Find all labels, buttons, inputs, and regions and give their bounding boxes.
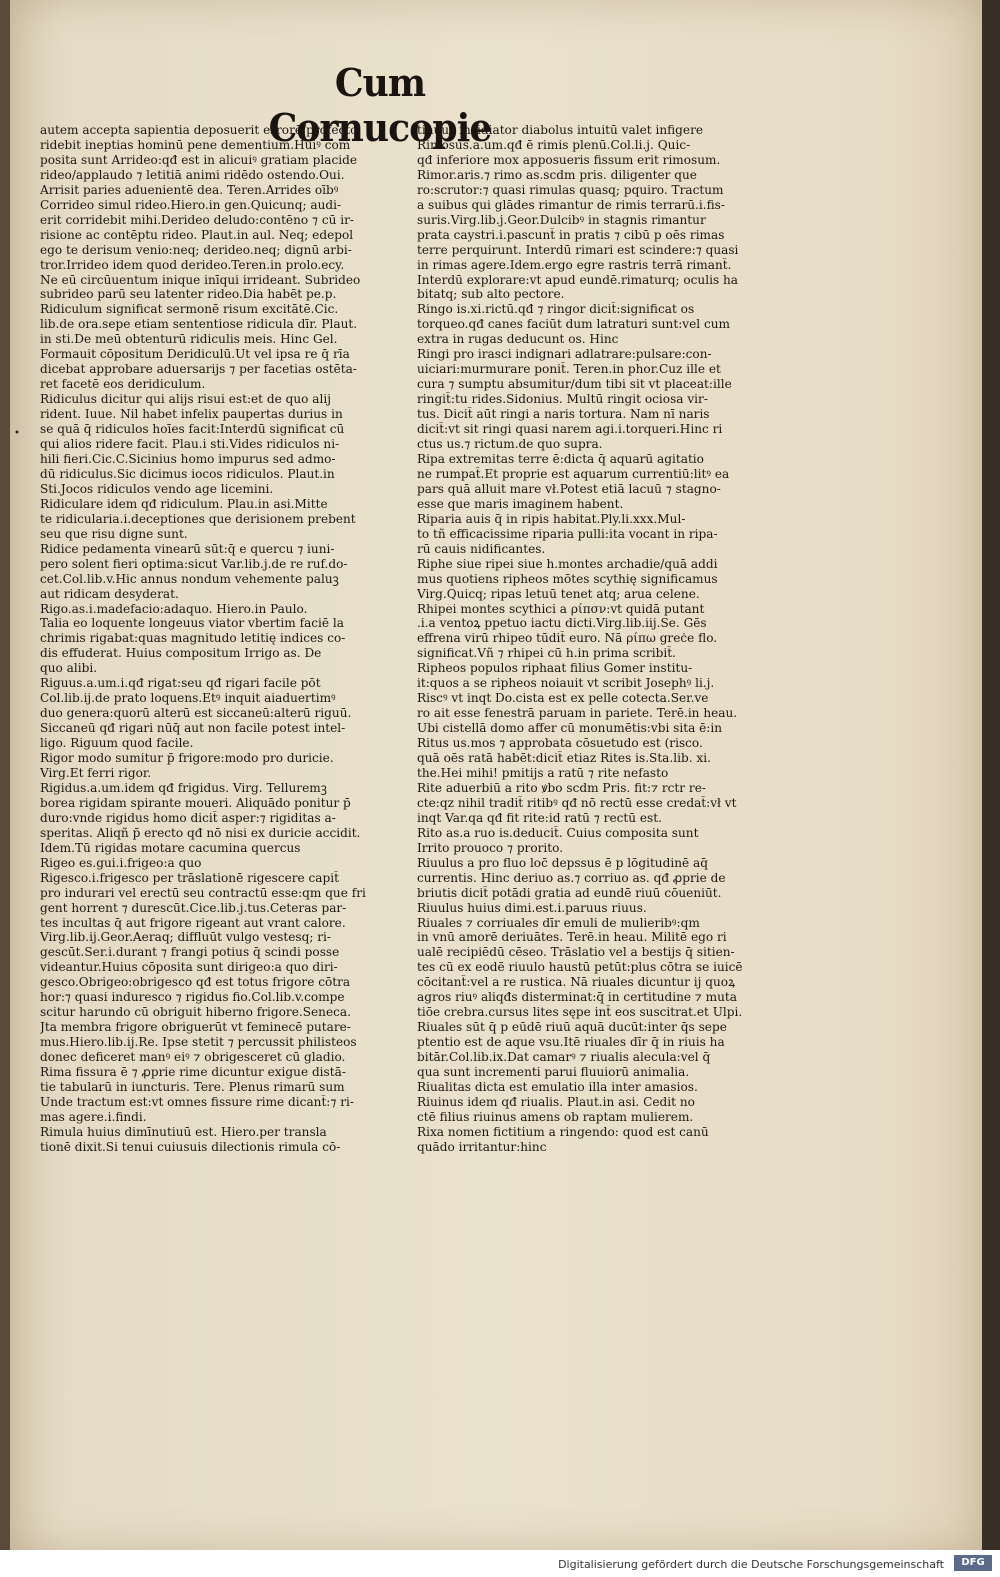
- text-line: in vnū amorē deriuātes. Terē.in heau. Militē ego ri: [417, 930, 727, 945]
- text-line: tror.Irrideo idem quod derideo.Teren.in prolo.ecy.: [40, 257, 345, 272]
- text-line: Virg.Et ferri rigor.: [40, 765, 152, 780]
- text-line: Ubi cistellā domo affer cū monumētis:vbi sita ē:in: [417, 721, 723, 736]
- text-line: Riuales sūt q̄ p eūdē riuū aquā ducūt:inter q̄s sepe: [417, 1020, 727, 1035]
- text-line: Rimosus.a.um.qđ ē rimis plenū.Col.li.j. Quic-: [417, 137, 691, 152]
- text-line: risione ac contēptu rideo. Plaut.in aul. Neq; edepol: [40, 227, 354, 242]
- text-line: Rigor modo sumitur p̄ frigore:modo pro duricie.: [40, 751, 334, 766]
- text-line: Ridiculum significat sermonē risum excitātē.Cic.: [40, 302, 339, 317]
- text-line: qui alios ridere facit. Plau.i sti.Vides ridiculos ni-: [40, 437, 340, 452]
- text-line: dis effuderat. Huius compositum Irrigo as. De: [40, 646, 322, 661]
- text-line: mas agere.i.findi.: [40, 1109, 147, 1124]
- text-line: effrena virū rhipeo tūdit̄ euro. Nā ρίπω greċe flo.: [417, 631, 718, 646]
- text-line: tes incultas q̄ aut frigore rigeant aut vrant calore.: [40, 915, 346, 930]
- text-line: Ridice pedamenta vinearū sūt:q̄ e quercu ⁊ iuni-: [40, 541, 335, 556]
- text-line: autem accepta sapientia deposuerit errorē/profecto: [40, 123, 358, 137]
- text-line: Rito as.a ruo is.deducit̄. Cuius composita sunt: [417, 825, 699, 840]
- text-line: Corrideo simul rideo.Hiero.in gen.Quicunq; audi-: [40, 197, 342, 212]
- text-line: it:quos a se ripheos noiauit vt scribit Josephꝰ li.j.: [417, 676, 715, 691]
- text-line: tinuus insidiator diabolus intuitū valet infigere: [417, 123, 704, 137]
- text-line: Jta membra frigore obriguerūt vt feminecē putare-: [40, 1020, 351, 1035]
- text-line: suris.Virg.lib.j.Geor.Dulcibꝰ in stagnis rimantur: [417, 212, 706, 227]
- text-line: rū cauis nidificantes.: [417, 541, 546, 556]
- text-line: cōcitant̄:vel a re rustica. Nā riuales dicuntur ij quoꝝ: [417, 975, 736, 990]
- text-line: significat.Vñ ⁊ rhipei cū h.in prima scribit̄.: [417, 646, 676, 661]
- text-line: Rigo.as.i.madefacio:adaquo. Hiero.in Paulo.: [40, 601, 308, 616]
- text-line: Ridiculus dicitur qui alijs risui est:et de quo alij: [40, 392, 331, 407]
- text-line: prata caystri.i.pascunt̄ in pratis ⁊ cibū p oēs rimas: [417, 227, 725, 242]
- text-line: rident. Iuue. Nil habet infelix paupertas durius in: [40, 407, 343, 422]
- digitization-credit: Digitalisierung gefördert durch die Deutsche Forschungsgemeinschaft: [558, 1558, 944, 1571]
- text-line: ctus us.⁊ rictum.de quo supra.: [417, 437, 603, 452]
- text-line: ret facetē eos deridiculum.: [40, 377, 206, 392]
- text-line: Unde tractum est:vt omnes fissure rime dicant̄:⁊ ri-: [40, 1094, 354, 1109]
- text-line: mus quotiens ripheos mōtes scythię significamus: [417, 571, 718, 586]
- text-line: Rima fissura ē ⁊ ꝓprie rime dicuntur exigue distā-: [40, 1065, 346, 1080]
- text-line: borea rigidam spirante moueri. Aliquādo ponitur p̄: [40, 795, 351, 810]
- right-text-column: [417, 123, 772, 1155]
- text-line: Rimula huius dimīnutiuū est. Hiero.per transla: [40, 1124, 327, 1139]
- text-line: pars quā alluit mare vł.Potest etiā lacuū ⁊ stagno-: [417, 481, 721, 496]
- text-line: subrideo parū seu latenter rideo.Dia habēt pe.p.: [40, 287, 337, 302]
- text-line: extra in rugas deducunt os. Hinc: [417, 332, 619, 347]
- text-line: ego te derisum venio:neq; derideo.neq; dignū arbi-: [40, 242, 352, 257]
- text-line: Riualitas dicta est emulatio illa inter amasios.: [417, 1080, 698, 1094]
- text-line: Ne eū circūuentum inique inīqui irrideant. Subrideo: [40, 272, 361, 287]
- text-line: bitār.Col.lib.ix.Dat camarꝰ ⁊ riualis alecula:vel q̄: [417, 1050, 711, 1065]
- text-line: gent horrent ⁊ durescūt.Cice.lib.j.tus.Ceteras par-: [40, 900, 347, 915]
- text-line: Riuulus huius dimi.est.i.paruus riuus.: [417, 900, 647, 915]
- text-line: hili fieri.Cic.C.Sicinius homo impurus sed admo-: [40, 451, 336, 466]
- text-line: Virg.Quicq; ripas letuū tenet atq; arua celene.: [417, 586, 700, 601]
- text-line: ptentio est de aque vsu.Itē riuales dīr q̄ in riuis ha: [417, 1035, 725, 1050]
- text-line: Siccaneū qđ rigari nūq̄ aut non facile potest intel-: [40, 721, 346, 736]
- text-line: Rhipei montes scythici a ρίπσν:vt quidā putant: [417, 601, 705, 616]
- text-line: Riparia auis q̄ in ripis habitat.Ply.li.xxx.Mul-: [417, 511, 686, 526]
- text-line: uiciari:murmurare ponit̄. Teren.in phor.Cuz ille et: [417, 362, 721, 377]
- left-text-column: [40, 123, 390, 1155]
- text-line: tes cū ex eodē riuulo haustū petūt:plus cōtra se iuicē: [417, 960, 743, 975]
- text-line: currentis. Hinc deriuo as.⁊ corriuo as. qđ ꝓprie de: [417, 870, 726, 885]
- text-line: donec deficeret manꝰ eiꝰ ⁊ obrigesceret cū gladio.: [40, 1050, 346, 1065]
- text-line: dicit̄:vt sit ringi quasi narem agi.i.torqueri.Hinc ri: [417, 422, 723, 437]
- text-line: quādo irritantur:hinc: [417, 1139, 547, 1154]
- text-line: qđ inferiore mox apposueris fissum erit rimosum.: [417, 152, 721, 167]
- text-line: esse que maris imaginem habent.: [417, 496, 624, 511]
- text-line: in sti.De meū obtenturū ridiculis meis. Hinc Gel.: [40, 332, 338, 347]
- text-line: Rigesco.i.frigesco per trāslationē rigescere capit̄: [40, 870, 339, 885]
- text-line: torqueo.qđ canes faciūt dum latraturi sunt:vel cum: [417, 317, 731, 332]
- text-line: terre perquirunt. Interdū rimari est scindere:⁊ quasi: [417, 242, 739, 257]
- text-line: ridebit ineptias hominū pene dementium.Huiꝰ com: [40, 137, 351, 152]
- text-line: ro ait esse fenestrā paruam in pariete. Terē.in heau.: [417, 706, 738, 721]
- text-line: ringit̄:tu rides.Sidonius. Multū ringit ociosa vir-: [417, 392, 708, 407]
- text-line: posita sunt Arrideo:qđ est in alicuiꝰ gratiam placide: [40, 152, 357, 167]
- text-line: Riuulus a pro fluo loc̄ depssus ē p lōgitudinē aq̄: [417, 855, 708, 870]
- text-line: erit corridebit mihi.Derideo deludo:contēno ⁊ cū ir-: [40, 212, 354, 227]
- text-line: bitatq; sub alto pectore.: [417, 287, 565, 302]
- text-line: quā oēs ratā habēt:dicit̄ etiaz Rites is.Sta.lib. xi.: [417, 751, 711, 766]
- text-line: Col.lib.ij.de prato loquens.Etꝰ inquit aiaduertimꝰ: [40, 691, 336, 706]
- text-line: to tñ efficacissime riparia pulli:ita vocant in ripa-: [417, 526, 718, 541]
- text-line: tie tabularū in iuncturis. Tere. Plenus rimarū sum: [40, 1080, 345, 1094]
- text-line: duro:vnde rigidus homo dicit̄ asper:⁊ rigiditas a-: [40, 810, 336, 825]
- text-line: Rite aduerbiū a rito ꝟbo scdm Pris. fit:⁊ rctr re-: [417, 780, 706, 795]
- text-line: Irrito prouoco ⁊ prorito.: [417, 840, 564, 855]
- text-line: dū ridiculus.Sic dicimus iocos ridiculos. Plaut.in: [40, 466, 335, 481]
- text-line: in rimas agere.Idem.ergo egre rastris terrā rimant̄.: [417, 257, 732, 272]
- text-line: mus.Hiero.lib.ij.Re. Ipse stetit ⁊ percussit philisteos: [40, 1035, 357, 1050]
- text-line: Riuales ⁊ corriuales dīr emuli de mulieribꝰ:qm: [417, 915, 700, 930]
- text-line: inqt Var.qa qđ fit rite:id ratū ⁊ rectū est.: [417, 810, 662, 825]
- text-line: hor:⁊ quasi induresco ⁊ rigidus fio.Col.lib.v.compe: [40, 990, 345, 1005]
- text-line: rideo/applaudo ⁊ letitiā animi ridēdo ostendo.Oui.: [40, 167, 345, 182]
- text-line: Ridiculare idem qđ ridiculum. Plau.in asi.Mitte: [40, 496, 328, 511]
- text-line: gescūt.Ser.i.durant ⁊ frangi potius q̄ scindi posse: [40, 945, 340, 960]
- text-line: Arrisit paries aduenientē dea. Teren.Arrides oībꝰ: [40, 182, 339, 197]
- text-line: .i.a ventoꝝ ppetuo iactu dicti.Virg.lib.iij.Se. Gēs: [417, 616, 707, 631]
- text-line: dicebat approbare aduersarijs ⁊ per facetias ostēta-: [40, 362, 357, 377]
- text-line: lib.de ora.sepe etiam sententiose ridicula dīr. Plaut.: [40, 317, 358, 332]
- margin-mark: •: [14, 428, 20, 439]
- text-line: Rimor.aris.⁊ rimo as.scdm pris. diligenter que: [417, 167, 697, 182]
- text-line: Riuinus idem qđ riualis. Plaut.in asi. Cedit no: [417, 1094, 695, 1109]
- dfg-logo: DFG: [954, 1555, 992, 1571]
- text-line: tionē dixit.Si tenui cuiusuis dilectionis rimula cō-: [40, 1139, 341, 1154]
- text-line: cet.Col.lib.v.Hic annus nondum vehemente paluꝫ: [40, 571, 339, 586]
- text-line: Riscꝰ vt inqt Do.cista est ex pelle cotecta.Ser.ve: [417, 691, 709, 706]
- text-line: tiōe crebra.cursus lites sępe int̄ eos suscitrat.et Ulpi.: [417, 1005, 743, 1020]
- text-line: videantur.Huius cōposita sunt dirigeo:a quo diri-: [40, 960, 338, 975]
- text-line: ne rumpat̄.Et proprie est aquarum currentiū:litꝰ ea: [417, 466, 730, 481]
- text-line: cura ⁊ sumptu absumitur/dum tibi sit vt placeat:ille: [417, 377, 732, 392]
- text-line: speritas. Aliqñ p̄ erecto qđ nō nisi ex duricie accidit.: [40, 825, 361, 840]
- text-line: chrimis rigabat:quas magnitudo letitię indices co-: [40, 631, 346, 646]
- text-line: a suibus qui glādes rimantur de rimis terrarū.i.fis-: [417, 197, 725, 212]
- text-line: Ritus us.mos ⁊ approbata cōsuetudo est (risco.: [417, 736, 703, 751]
- text-line: Ringo is.xi.rictū.qđ ⁊ ringor dicit̄:significat os: [417, 302, 695, 317]
- text-line: ro:scrutor:⁊ quasi rimulas quasq; pquiro. Tractum: [417, 182, 724, 197]
- text-line: the.Hei mihi! pmitijs a ratū ⁊ rite nefasto: [417, 765, 669, 780]
- text-line: Rigidus.a.um.idem qđ frigidus. Virg. Telluremꝫ: [40, 780, 327, 795]
- text-line: Riphe siue ripei siue h.montes archadie/quā addi: [417, 556, 718, 571]
- text-line: Virg.lib.ij.Geor.Aeraq; diffluūt vulgo vestesq; ri-: [40, 930, 331, 945]
- text-line: scitur harundo cū obriguit hiberno frigore.Seneca.: [40, 1005, 351, 1020]
- text-line: Ripheos populos riphaat filius Gomer institu-: [417, 661, 693, 676]
- text-line: pro indurari vel erectū seu contractū esse:qm que fri: [40, 885, 366, 900]
- footer-bar: [0, 1550, 1000, 1577]
- text-line: Talia eo loquente longeuus viator vbertim faciē la: [40, 616, 344, 631]
- text-line: tus. Dicit̄ aūt ringi a naris tortura. Nam nī naris: [417, 407, 710, 422]
- text-line: se quā q̄ ridiculos hoīes facit:Interdū significat cū: [40, 422, 345, 437]
- text-line: Formauit cōpositum Deridiculū.Ut vel ipsa re q̄ rīa: [40, 347, 350, 362]
- text-line: cte:qz nihil tradit̄ ritibꝰ qđ nō rectū esse credat̄:vł vt: [417, 795, 737, 810]
- text-line: ualē recipiēdū cēseo. Trāslatio vel a bestijs q̄ sitien-: [417, 945, 735, 960]
- text-line: Riguus.a.um.i.qđ rigat:seu qđ rigari facile pōt: [40, 676, 321, 691]
- text-line: Sti.Jocos ridiculos vendo age licemini.: [40, 481, 274, 496]
- text-line: gesco.Obrigeo:obrigesco qđ est totus frigore cōtra: [40, 975, 351, 990]
- text-line: te ridicularia.i.deceptiones que derisionem prebent: [40, 511, 356, 526]
- text-line: ligo. Riguum quod facile.: [40, 736, 194, 751]
- text-line: Ripa extremitas terre ē:dicta q̄ aquarū agitatio: [417, 451, 704, 466]
- text-line: Idem.Tū rigidas motare cacumina quercus: [40, 840, 301, 855]
- text-line: Interdū explorare:vt apud eundē.rimaturq; oculis ha: [417, 272, 738, 287]
- text-line: pero solent fieri optima:sicut Var.lib.j.de re ruf.do-: [40, 556, 348, 571]
- page-edge-shadow: [982, 0, 1000, 1550]
- text-line: briutis dicit̄ potādi gratia ad eundē riuū cōueniūt.: [417, 885, 722, 900]
- text-line: duo genera:quorū alterū est siccaneū:alterū riguū.: [40, 706, 352, 721]
- text-line: agros riuꝰ aliqđs disterminat:q̄ in certitudine ⁊ muta: [417, 990, 737, 1005]
- text-line: seu que risu digne sunt.: [40, 526, 188, 541]
- text-line: qua sunt incrementi parui fluuiorū animalia.: [417, 1065, 690, 1080]
- text-line: aut ridicam desyderat.: [40, 586, 179, 601]
- text-line: Rixa nomen fictitium a ringendo: quod est canū: [417, 1124, 709, 1139]
- text-line: Rigeo es.gui.i.frigeo:a quo: [40, 855, 202, 870]
- running-title: Cum Cornucopie: [268, 60, 492, 150]
- text-line: Ringi pro irasci indignari adlatrare:pulsare:con-: [417, 347, 712, 362]
- text-line: ctē filius riuinus amens ob raptam mulierem.: [417, 1109, 694, 1124]
- text-line: quo alibi.: [40, 661, 98, 676]
